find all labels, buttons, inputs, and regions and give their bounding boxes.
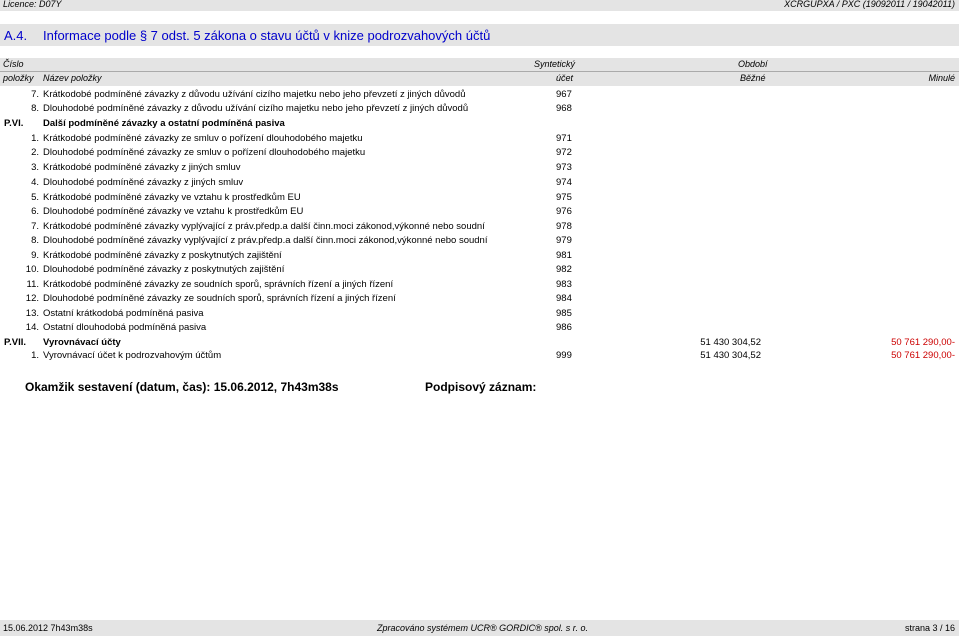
table-row [0,206,959,220]
col-header-minule: Minulé [928,73,955,83]
item-name: Dlouhodobé podmíněné závazky z poskytnutých zajištění [43,264,285,275]
item-number: 1. [31,350,39,361]
item-name: Ostatní krátkodobá podmíněná pasiva [43,308,204,319]
item-name: Ostatní dlouhodobá podmíněná pasiva [43,322,207,333]
table-row [0,221,959,235]
item-number: 7. [31,221,39,232]
report-header-bar [0,0,959,11]
table-row [0,147,959,161]
item-name: Dlouhodobé podmíněné závazky ze smluv o pořízení dlouhodobého majetku [43,147,366,158]
item-name: Dlouhodobé podmíněné závazky z důvodu užívání cizího majetku nebo jeho převzetí z jiných důvodů [43,103,469,114]
item-name: Dlouhodobé podmíněné závazky z jiných smluv [43,177,244,188]
item-name: Další podmíněné závazky a ostatní podmíněná pasiva [43,118,285,129]
item-number: 4. [31,177,39,188]
signature-label: Podpisový záznam: [425,380,537,394]
table-row [0,264,959,278]
section-title: Informace podle § 7 odst. 5 zákona o stavu účtů v knize podrozvahových účtů [43,28,491,43]
table-row [0,293,959,307]
item-number: 13. [25,308,39,319]
table-row [0,89,959,103]
table-row [0,308,959,322]
item-number: 14. [25,322,39,333]
account-number: 999 [556,350,572,361]
account-number: 983 [556,279,572,290]
section-title-bar [0,24,959,46]
item-number: 3. [31,162,39,173]
col-header-obdobi: Období [738,59,768,69]
section-code: A.4. [4,28,28,43]
header-divider [0,71,959,72]
item-number: P.VII. [4,337,27,348]
account-number: 968 [556,103,572,114]
page-footer [0,620,959,636]
current-period-value: 51 430 304,52 [700,337,761,348]
item-name: Vyrovnávací účty [43,337,121,348]
table-row [0,177,959,191]
col-header-nazev: Název položky [43,73,102,83]
item-name: Krátkodobé podmíněné závazky z důvodu užívání cizího majetku nebo jeho převzetí z jiných důvodů [43,89,466,100]
table-row [0,192,959,206]
license-label: Licence: D07Y [3,0,62,9]
table-row [0,162,959,176]
item-name: Krátkodobé podmíněné závazky ve vztahu k prostředkům EU [43,192,301,203]
table-row [0,322,959,336]
account-number: 979 [556,235,572,246]
footer-date: 15.06.2012 7h43m38s [3,623,93,633]
col-header-cislo: Číslo [3,59,24,69]
account-number: 981 [556,250,572,261]
item-name: Dlouhodobé podmíněné závazky vyplývající z práv.předp.a další činn.moci zákonod,výkonné nebo soudní [43,235,488,246]
item-number: 2. [31,147,39,158]
account-number: 982 [556,264,572,275]
account-number: 985 [556,308,572,319]
table-row [0,103,959,117]
table-row [0,250,959,264]
table-row [0,133,959,147]
footer-page: strana 3 / 16 [904,623,955,633]
col-header-bezne: Běžné [740,73,766,83]
table-row [0,350,959,364]
account-number: 967 [556,89,572,100]
col-header-synteticky: Syntetický [534,59,576,69]
item-number: 8. [31,235,39,246]
item-number: 12. [25,293,39,304]
account-number: 978 [556,221,572,232]
previous-period-value: 50 761 290,00- [891,337,955,348]
account-number: 972 [556,147,572,158]
account-number: 984 [556,293,572,304]
item-number: 1. [31,133,39,144]
account-number: 976 [556,206,572,217]
previous-period-value: 50 761 290,00- [891,350,955,361]
item-name: Krátkodobé podmíněné závazky vyplývající z práv.předp.a další činn.moci zákonod,výkonné nebo soudní [43,221,485,232]
table-header [0,58,959,86]
item-number: 7. [31,89,39,100]
group-row [0,337,959,351]
item-name: Krátkodobé podmíněné závazky z jiných smluv [43,162,241,173]
account-number: 975 [556,192,572,203]
item-name: Krátkodobé podmíněné závazky ze smluv o pořízení dlouhodobého majetku [43,133,363,144]
group-row [0,118,959,132]
item-name: Krátkodobé podmíněné závazky ze soudních sporů, správních řízení a jiných řízení [43,279,394,290]
item-number: 11. [26,279,39,290]
report-code: XCRGUPXA / PXC (19092011 / 19042011) [784,0,955,9]
current-period-value: 51 430 304,52 [700,350,761,361]
col-header-ucet: účet [556,73,574,83]
item-number: 9. [31,250,39,261]
item-name: Dlouhodobé podmíněné závazky ze soudních sporů, správních řízení a jiných řízení [43,293,396,304]
item-name: Krátkodobé podmíněné závazky z poskytnutých zajištění [43,250,282,261]
table-row [0,279,959,293]
item-number: 6. [31,206,39,217]
item-name: Dlouhodobé podmíněné závazky ve vztahu k prostředkům EU [43,206,304,217]
timestamp-label: Okamžik sestavení (datum, čas): 15.06.2012, 7h43m38s [25,380,339,394]
item-number: 5. [31,192,39,203]
item-number: 8. [31,103,39,114]
col-header-polozky: položky [3,73,34,83]
table-row [0,235,959,249]
account-number: 986 [556,322,572,333]
item-number: P.VI. [4,118,24,129]
account-number: 973 [556,162,572,173]
account-number: 974 [556,177,572,188]
footer-system: Zpracováno systémem UCR® GORDIC® spol. s r. o. [377,623,588,633]
item-number: 10. [25,264,39,275]
account-number: 971 [556,133,572,144]
item-name: Vyrovnávací účet k podrozvahovým účtům [43,350,222,361]
